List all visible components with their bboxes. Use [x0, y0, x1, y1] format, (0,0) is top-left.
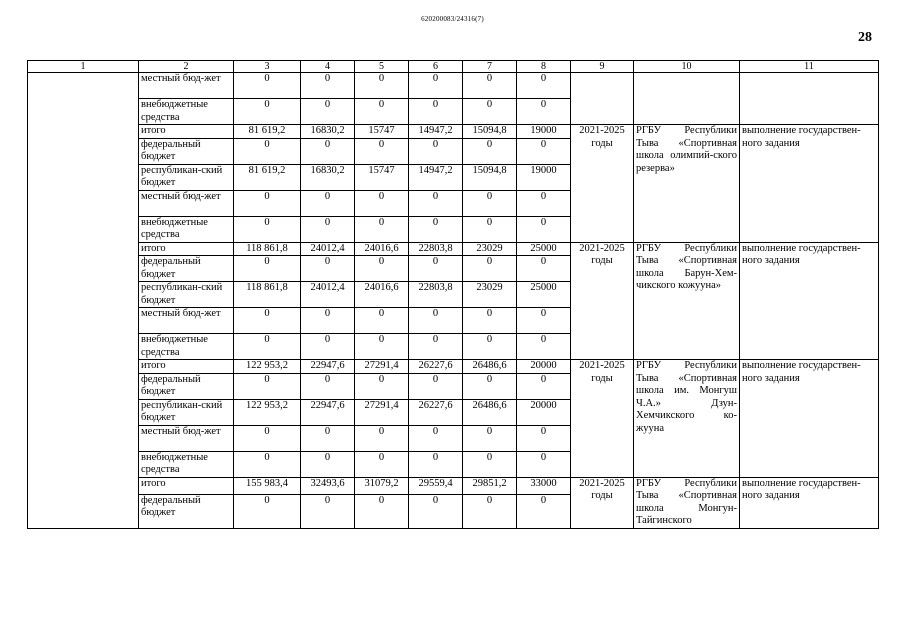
value-cell: 0: [517, 425, 571, 451]
value-cell: 0: [355, 451, 409, 477]
column-number-row: [28, 61, 879, 73]
value-cell: 26227,6: [409, 360, 463, 374]
value-cell: 14947,2: [409, 164, 463, 190]
row-label: итого: [139, 477, 234, 494]
value-cell: 0: [463, 138, 517, 164]
column-header-10: 10: [634, 61, 740, 73]
executor-cell: РГБУ Республики Тыва «Спортивная школа олимпий-ского резерва»: [634, 125, 740, 243]
value-cell: 19000: [517, 164, 571, 190]
value-cell: 24016,6: [355, 242, 409, 256]
value-cell: 0: [517, 334, 571, 360]
value-cell: 0: [463, 373, 517, 399]
value-cell: 81 619,2: [234, 164, 301, 190]
value-cell: 0: [517, 308, 571, 334]
value-cell: 0: [301, 494, 355, 528]
value-cell: 24012,4: [301, 242, 355, 256]
value-cell: 81 619,2: [234, 125, 301, 139]
value-cell: 118 861,8: [234, 282, 301, 308]
value-cell: 29559,4: [409, 477, 463, 494]
period-cell: 2021-2025 годы: [571, 125, 634, 243]
value-cell: 0: [517, 73, 571, 99]
period-cell: 2021-2025 годы: [571, 360, 634, 478]
value-cell: 0: [234, 138, 301, 164]
value-cell: 0: [234, 494, 301, 528]
value-cell: 0: [355, 334, 409, 360]
value-cell: 0: [234, 190, 301, 216]
value-cell: 24016,6: [355, 282, 409, 308]
column-header-8: 8: [517, 61, 571, 73]
value-cell: 32493,6: [301, 477, 355, 494]
row-label: итого: [139, 242, 234, 256]
row-label: местный бюд-жет: [139, 73, 234, 99]
value-cell: 0: [355, 138, 409, 164]
value-cell: 0: [517, 451, 571, 477]
empty-cell: [28, 73, 139, 529]
column-header-2: 2: [139, 61, 234, 73]
value-cell: 26486,6: [463, 399, 517, 425]
value-cell: 23029: [463, 242, 517, 256]
row-label: федеральный бюджет: [139, 138, 234, 164]
value-cell: 19000: [517, 125, 571, 139]
result-cell: выполнение государствен-ного задания: [740, 360, 879, 478]
row-label: итого: [139, 125, 234, 139]
value-cell: 0: [409, 256, 463, 282]
value-cell: 0: [355, 256, 409, 282]
table-row: [28, 477, 879, 494]
value-cell: 0: [517, 99, 571, 125]
value-cell: 0: [355, 216, 409, 242]
value-cell: 0: [517, 216, 571, 242]
value-cell: 155 983,4: [234, 477, 301, 494]
value-cell: 0: [234, 308, 301, 334]
value-cell: 20000: [517, 360, 571, 374]
value-cell: 0: [463, 190, 517, 216]
value-cell: 0: [301, 256, 355, 282]
table-row: [28, 73, 879, 99]
value-cell: 0: [517, 494, 571, 528]
value-cell: 0: [301, 308, 355, 334]
value-cell: 0: [517, 190, 571, 216]
value-cell: 0: [409, 308, 463, 334]
value-cell: 0: [301, 138, 355, 164]
value-cell: 22947,6: [301, 399, 355, 425]
period-cell: 2021-2025 годы: [571, 242, 634, 360]
value-cell: 0: [517, 373, 571, 399]
column-header-6: 6: [409, 61, 463, 73]
page-number: 28: [858, 30, 872, 45]
executor-cell: РГБУ Республики Тыва «Спортивная школа Монгун-Тайгинского: [634, 477, 740, 528]
value-cell: 0: [301, 216, 355, 242]
budget-table: [27, 60, 879, 529]
value-cell: 0: [234, 425, 301, 451]
value-cell: 0: [463, 256, 517, 282]
value-cell: 0: [409, 216, 463, 242]
column-header-4: 4: [301, 61, 355, 73]
row-label: федеральный бюджет: [139, 494, 234, 528]
value-cell: 0: [234, 373, 301, 399]
value-cell: 0: [409, 99, 463, 125]
value-cell: 22803,8: [409, 242, 463, 256]
value-cell: 0: [301, 373, 355, 399]
value-cell: 0: [463, 334, 517, 360]
value-cell: 0: [409, 138, 463, 164]
value-cell: 0: [355, 494, 409, 528]
row-label: местный бюд-жет: [139, 190, 234, 216]
value-cell: 27291,4: [355, 360, 409, 374]
column-header-3: 3: [234, 61, 301, 73]
column-header-1: 1: [28, 61, 139, 73]
value-cell: 0: [301, 451, 355, 477]
value-cell: 0: [463, 73, 517, 99]
value-cell: 15747: [355, 164, 409, 190]
value-cell: 0: [234, 73, 301, 99]
value-cell: 0: [355, 425, 409, 451]
value-cell: 24012,4: [301, 282, 355, 308]
row-label: внебюджетные средства: [139, 451, 234, 477]
value-cell: 14947,2: [409, 125, 463, 139]
value-cell: 0: [355, 190, 409, 216]
row-label: местный бюд-жет: [139, 425, 234, 451]
value-cell: 25000: [517, 242, 571, 256]
row-label: федеральный бюджет: [139, 256, 234, 282]
value-cell: 0: [301, 99, 355, 125]
column-header-9: 9: [571, 61, 634, 73]
value-cell: 0: [409, 73, 463, 99]
value-cell: 0: [409, 425, 463, 451]
value-cell: 0: [301, 73, 355, 99]
row-label: республикан-ский бюджет: [139, 282, 234, 308]
table-row: [28, 360, 879, 374]
value-cell: 0: [409, 190, 463, 216]
result-cell: выполнение государствен-ного задания: [740, 477, 879, 528]
value-cell: 0: [355, 373, 409, 399]
column-header-7: 7: [463, 61, 517, 73]
value-cell: 0: [463, 308, 517, 334]
value-cell: 26227,6: [409, 399, 463, 425]
row-label: местный бюд-жет: [139, 308, 234, 334]
value-cell: 15094,8: [463, 164, 517, 190]
value-cell: 25000: [517, 282, 571, 308]
value-cell: 0: [463, 216, 517, 242]
row-label: внебюджетные средства: [139, 99, 234, 125]
value-cell: 0: [355, 99, 409, 125]
value-cell: 0: [463, 99, 517, 125]
value-cell: 0: [409, 373, 463, 399]
value-cell: 0: [409, 494, 463, 528]
value-cell: 0: [463, 425, 517, 451]
value-cell: 16830,2: [301, 125, 355, 139]
value-cell: 0: [409, 334, 463, 360]
value-cell: 29851,2: [463, 477, 517, 494]
value-cell: 31079,2: [355, 477, 409, 494]
row-label: итого: [139, 360, 234, 374]
value-cell: 27291,4: [355, 399, 409, 425]
table-row: [28, 242, 879, 256]
table-body: [28, 61, 879, 529]
value-cell: 22803,8: [409, 282, 463, 308]
value-cell: 0: [301, 334, 355, 360]
value-cell: 118 861,8: [234, 242, 301, 256]
document-id: 620200083/24316(7): [421, 15, 484, 23]
executor-cell: РГБУ Республики Тыва «Спортивная школа им. Монгуш Ч.А.» Дзун-Хемчикского ко-жууна: [634, 360, 740, 478]
period-cell: 2021-2025 годы: [571, 477, 634, 528]
value-cell: 0: [234, 216, 301, 242]
column-header-11: 11: [740, 61, 879, 73]
value-cell: 0: [234, 99, 301, 125]
value-cell: 22947,6: [301, 360, 355, 374]
value-cell: 0: [517, 256, 571, 282]
value-cell: 15747: [355, 125, 409, 139]
empty-cell: [571, 73, 634, 125]
value-cell: 0: [355, 308, 409, 334]
row-label: внебюджетные средства: [139, 334, 234, 360]
row-label: федеральный бюджет: [139, 373, 234, 399]
executor-cell: РГБУ Республики Тыва «Спортивная школа Барун-Хем-чикского кожууна»: [634, 242, 740, 360]
value-cell: 15094,8: [463, 125, 517, 139]
value-cell: 26486,6: [463, 360, 517, 374]
value-cell: 20000: [517, 399, 571, 425]
value-cell: 33000: [517, 477, 571, 494]
value-cell: 0: [234, 334, 301, 360]
value-cell: 0: [463, 494, 517, 528]
value-cell: 0: [409, 451, 463, 477]
table-row: [28, 125, 879, 139]
value-cell: 0: [301, 190, 355, 216]
value-cell: 23029: [463, 282, 517, 308]
row-label: республикан-ский бюджет: [139, 164, 234, 190]
value-cell: 122 953,2: [234, 399, 301, 425]
empty-cell: [634, 73, 740, 125]
value-cell: 16830,2: [301, 164, 355, 190]
value-cell: 122 953,2: [234, 360, 301, 374]
row-label: республикан-ский бюджет: [139, 399, 234, 425]
empty-cell: [740, 73, 879, 125]
value-cell: 0: [463, 451, 517, 477]
value-cell: 0: [234, 451, 301, 477]
result-cell: выполнение государствен-ного задания: [740, 125, 879, 243]
value-cell: 0: [355, 73, 409, 99]
value-cell: 0: [301, 425, 355, 451]
row-label: внебюджетные средства: [139, 216, 234, 242]
value-cell: 0: [234, 256, 301, 282]
column-header-5: 5: [355, 61, 409, 73]
result-cell: выполнение государствен-ного задания: [740, 242, 879, 360]
value-cell: 0: [517, 138, 571, 164]
